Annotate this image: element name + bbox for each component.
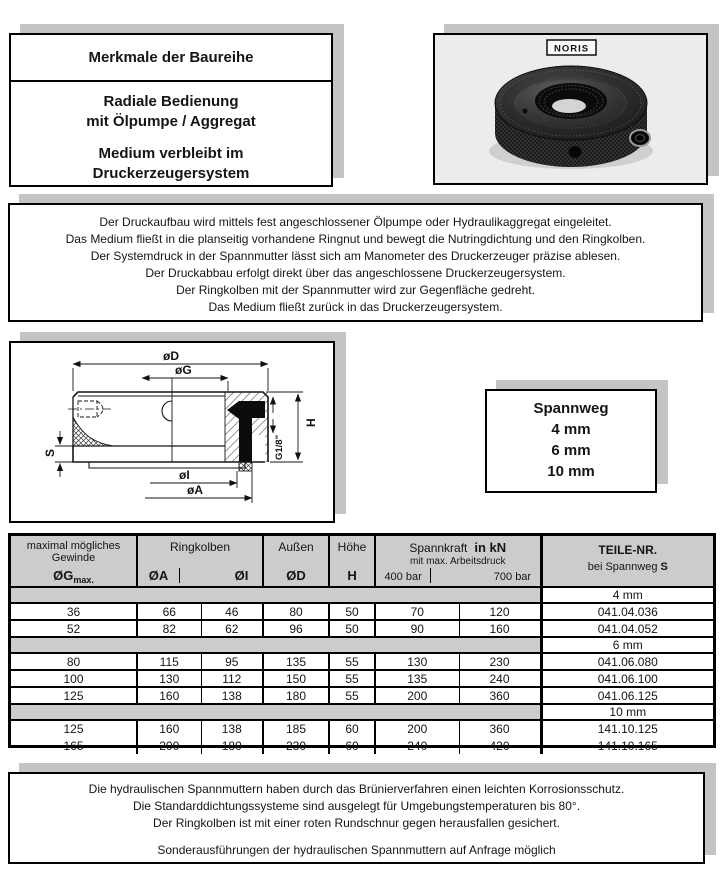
description-line: Das Medium fließt in die planseitig vorhandene Ringnut und bewegt die Nutringdichtung und den Ringkolben. [65,232,646,246]
table-cell: 160 [137,720,201,737]
header-symbol: ØI [234,568,249,583]
table-cell: 55 [329,670,375,687]
part-number-cell: 041.06.100 [541,670,713,687]
dim-label-oi: øI [179,468,190,482]
spannweg-option: 4 mm [551,421,591,438]
cross-section-drawing [11,343,333,521]
table-cell: 70 [375,603,459,620]
table-cell: 52 [11,620,137,637]
table-cell: 130 [137,670,201,687]
group-label: 10 mm [541,704,713,720]
table-cell: 90 [375,620,459,637]
table-cell: 55 [329,653,375,670]
table-header [11,536,713,587]
spannweg-option: 10 mm [547,463,595,480]
table-cell: 420 [459,737,541,754]
header-text: in kN [474,540,507,555]
table-cell: 115 [137,653,201,670]
features-line: Radiale Bedienung [103,93,239,110]
table-cell: 230 [263,737,329,754]
table-row [11,737,713,754]
table-cell: 200 [375,687,459,704]
brand-text: NORIS [553,43,590,55]
header-symbol: ØD [286,568,306,583]
table-cell: 230 [459,653,541,670]
group-band [11,704,541,720]
part-number-cell: 041.04.036 [541,603,713,620]
notes-box [8,772,705,864]
table-cell: 185 [263,720,329,737]
dim-label-og: øG [175,363,192,377]
table-cell: 112 [201,670,263,687]
table-cell: 180 [263,687,329,704]
header-divider [179,568,221,583]
header-symbol: S [660,561,668,573]
clamping-nut-ring [495,66,650,167]
header-text: maximal mögliches [26,540,121,552]
table-cell: 95 [201,653,263,670]
table-cell: 100 [11,670,137,687]
table-cell: 60 [329,737,375,754]
header-text: 400 bar [384,571,422,583]
header-text: 700 bar [493,571,532,583]
description-line: Das Medium fließt zurück in das Druckerzeugersystem. [208,300,503,314]
table-cell: 240 [459,670,541,687]
description-line: Der Druckaufbau wird mittels fest angeschlossener Ölpumpe oder Hydraulikaggregat eingeleitet. [99,215,612,229]
group-band [11,587,541,603]
table-cell: 62 [201,620,263,637]
table-cell: 125 [11,687,137,704]
table-cell: 120 [459,603,541,620]
dim-label-port: G1/8" [274,434,285,460]
table-row [11,620,713,637]
note-line: Der Ringkolben ist mit einer roten Rundschnur gegen herausfallen gesichert. [153,816,560,830]
table-cell: 66 [137,603,201,620]
spannweg-option: 6 mm [551,442,591,459]
description-line: Der Systemdruck in der Spannmutter lässt sich am Manometer des Druckerzeuger präzise ablesen. [90,249,621,263]
table-row [11,653,713,670]
dim-label-oa: øA [187,483,203,497]
description-line: Der Ringkolben mit der Spannmutter wird zur Gegenfläche gedreht. [176,283,535,297]
part-number-cell: 041.04.052 [541,620,713,637]
product-photo [435,35,706,183]
table-cell: 150 [263,670,329,687]
table-row [11,687,713,704]
dim-label-h: H [304,418,318,427]
part-number-cell: 141.10.125 [541,720,713,737]
header-gewinde [11,536,137,587]
dimension-labels [43,349,318,497]
table-cell: 80 [11,653,137,670]
header-text: TEILE-NR. [598,543,658,557]
features-title: Merkmale der Baureihe [11,35,331,82]
note-line: Die hydraulischen Spannmuttern haben durch das Brünierverfahren einen leichten Korrosionsschutz. [88,782,625,796]
header-ringkolben [137,536,263,587]
table-row [11,670,713,687]
knurl-section [73,417,113,446]
table-row [11,603,713,620]
table-cell: 200 [137,737,201,754]
table-cell: 50 [329,620,375,637]
features-line: mit Ölpumpe / Aggregat [86,113,256,130]
table-cell: 240 [375,737,459,754]
header-symbol: ØA [148,568,169,583]
table-cell: 138 [201,720,263,737]
header-text [543,561,714,573]
header-subscript: max. [73,575,94,585]
table-cell: 130 [375,653,459,670]
header-teile-nr [541,536,713,587]
header-divider [430,568,485,583]
header-text: Gewinde [51,552,96,564]
dim-label-od: øD [163,349,179,363]
header-text: Höhe [337,540,367,554]
table-cell: 80 [263,603,329,620]
header-text: mit max. Arbeitsdruck [409,556,506,567]
features-line: Medium verbleibt im [98,145,244,162]
features-body [11,82,331,184]
table-cell: 200 [375,720,459,737]
description-line: Der Druckabbau erfolgt direkt über das angeschlossene Druckerzeugersystem. [145,266,566,280]
header-symbol: ØG [53,568,74,583]
group-row-4mm [11,587,713,603]
technical-drawing-box [9,341,335,523]
table-cell: 160 [137,687,201,704]
table-cell: 82 [137,620,201,637]
header-spannkraft [375,536,541,587]
function-description-box [8,203,703,322]
brand-label [547,40,596,55]
header-aussen [263,536,329,587]
table-cell: 135 [375,670,459,687]
spannweg-box [485,389,657,493]
header-text: Außen [278,540,314,554]
header-text: bei Spannweg [587,561,658,573]
table-cell: 36 [11,603,137,620]
front-port-hole [568,146,582,159]
header-text: Spannkraft [409,541,468,555]
group-band [11,637,541,653]
note-line: Die Standarddichtungssysteme sind ausgelegt für Umgebungstemperaturen bis 80°. [132,799,581,813]
group-label: 6 mm [541,637,713,653]
table-row [11,720,713,737]
nut-body-outline [68,378,268,471]
features-line: Druckerzeugersystem [92,165,250,182]
table-cell: 360 [459,687,541,704]
table-cell: 138 [201,687,263,704]
dim-label-s: S [43,448,57,457]
spannweg-title: Spannweg [533,400,609,417]
table-cell: 165 [63,738,84,753]
table-cell: 46 [201,603,263,620]
table-cell: 55 [329,687,375,704]
product-photo-box [433,33,708,185]
group-label: 4 mm [541,587,713,603]
series-features-box [9,33,333,187]
group-row-6mm [11,637,713,653]
table-cell: 180 [201,737,263,754]
header-symbol: H [347,568,357,583]
part-number-cell: 041.06.125 [541,687,713,704]
dimensions-table [8,533,716,753]
table-cell: 96 [263,620,329,637]
group-row-10mm [11,704,713,720]
table-cell: 160 [459,620,541,637]
part-number-cell: 141.10.165 [541,737,713,754]
header-hoehe [329,536,375,587]
part-number-cell: 041.06.080 [541,653,713,670]
note-line: Sonderausführungen der hydraulischen Spannmuttern auf Anfrage möglich [157,843,556,857]
header-text: Ringkolben [169,540,231,554]
fill-port-arc [162,401,172,421]
table-cell: 50 [329,603,375,620]
table-cell: 125 [11,720,137,737]
table-cell: 135 [263,653,329,670]
table-cell: 60 [329,720,375,737]
table-cell: 360 [459,720,541,737]
